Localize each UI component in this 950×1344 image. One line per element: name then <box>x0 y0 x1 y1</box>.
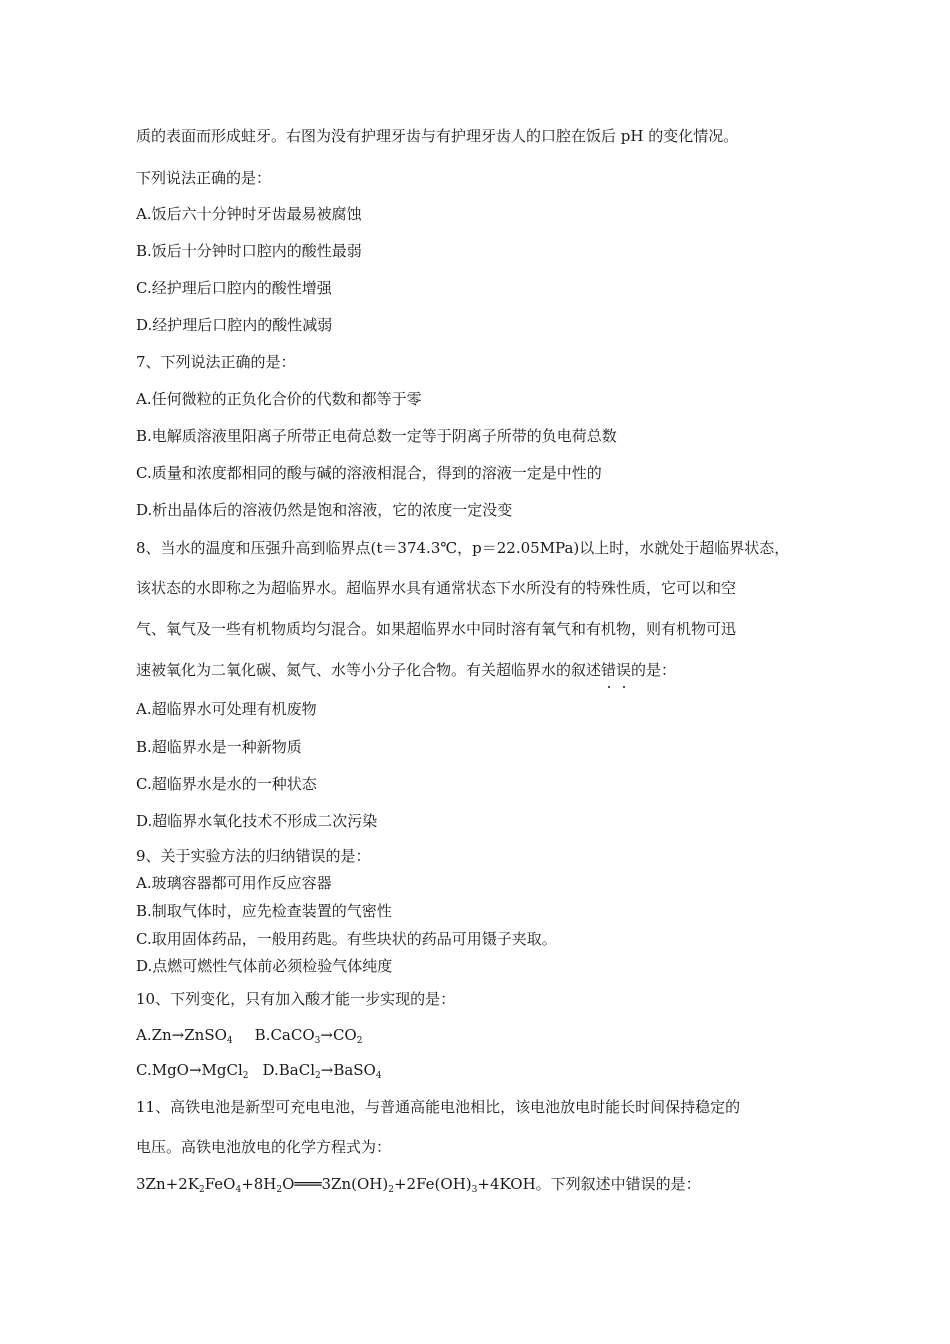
q8-option-c: C.超临界水是水的一种状态 <box>136 775 317 793</box>
q6-continuation: 质的表面而形成蛀牙。右图为没有护理牙齿与有护理牙齿人的口腔在饭后 pH 的变化情况。 <box>136 127 739 145</box>
q8-line-1: 8、当水的温度和压强升高到临界点(t＝374.3℃，p＝22.05MPa)以上时，水就处于超临界状态， <box>136 539 790 557</box>
q8-option-b: B.超临界水是一种新物质 <box>136 738 302 756</box>
q8-line-3: 气、氧气及一些有机物质均匀混合。如果超临界水中同时溶有氧气和有机物，则有机物可迅 <box>136 620 737 638</box>
q8-line-2: 该状态的水即称之为超临界水。超临界水具有通常状态下水所没有的特殊性质，它可以和空 <box>136 579 737 597</box>
q10-option-d: D.BaCl$_2$→BaSO$_4$ <box>262 1061 382 1081</box>
q9-stem: 9、关于实验方法的归纳错误的是： <box>136 847 371 865</box>
q8-option-d: D.超临界水氧化技术不形成二次污染 <box>136 812 378 830</box>
q10-options-ab <box>136 1025 826 1045</box>
q6-option-a: A.饭后六十分钟时牙齿最易被腐蚀 <box>136 205 362 223</box>
q8-line-4-end: 的是： <box>631 661 677 679</box>
q9-option-a: A.玻璃容器都可用作反应容器 <box>136 874 332 892</box>
emphasis-dot-char: 错 <box>601 661 617 679</box>
q7-option-a: A.任何微粒的正负化合价的代数和都等于零 <box>136 390 422 408</box>
q10-option-b: $B.CaCO_3\to CO_2$ <box>254 1026 363 1046</box>
q7-stem: 7、下列说法正确的是： <box>136 353 296 371</box>
q6-stem: 下列说法正确的是： <box>136 169 272 187</box>
q7-option-d: D.析出晶体后的溶液仍然是饱和溶液，它的浓度一定没变 <box>136 501 513 519</box>
q9-option-d: D.点燃可燃性气体前必须检验气体纯度 <box>136 957 393 975</box>
q6-option-c: C.经护理后口腔内的酸性增强 <box>136 279 332 297</box>
q11-line-1: 11、高铁电池是新型可充电电池，与普通高能电池相比，该电池放电时能长时间保持稳定的 <box>136 1098 741 1116</box>
q10-stem: 10、下列变化，只有加入酸才能一步实现的是： <box>136 990 456 1008</box>
q9-option-b: B.制取气体时，应先检查装置的气密性 <box>136 902 392 920</box>
q8-line-4 <box>136 660 826 680</box>
q8-line-4-text: 速被氧化为二氧化碳、氮气、水等小分子化合物。有关超临界水的叙述 <box>136 661 602 679</box>
q10-options-cd <box>136 1060 826 1080</box>
emphasis-dot-char: 误 <box>616 661 632 679</box>
q10-option-a: A.Zn→ZnSO$_4$ <box>136 1026 233 1046</box>
q11-line-2: 电压。高铁电池放电的化学方程式为： <box>136 1138 392 1156</box>
q9-option-c: C.取用固体药品，一般用药匙。有些块状的药品可用镊子夹取。 <box>136 930 557 948</box>
q7-option-b: B.电解质溶液里阳离子所带正电荷总数一定等于阴离子所带的负电荷总数 <box>136 427 617 445</box>
q11-equation-line: $3Zn+2K_2FeO_4+8H_2O═══3Zn(OH)_2+2Fe(OH)_3+4KOH$。下列叙述中错误的是： <box>136 1175 701 1195</box>
q6-option-d: D.经护理后口腔内的酸性减弱 <box>136 316 333 334</box>
q7-option-c: C.质量和浓度都相同的酸与碱的溶液相混合，得到的溶液一定是中性的 <box>136 464 602 482</box>
q10-option-c: C.MgO→MgCl$_2$ <box>136 1061 249 1081</box>
q8-option-a: A.超临界水可处理有机废物 <box>136 700 317 718</box>
q6-option-b: B.饭后十分钟时口腔内的酸性最弱 <box>136 242 362 260</box>
